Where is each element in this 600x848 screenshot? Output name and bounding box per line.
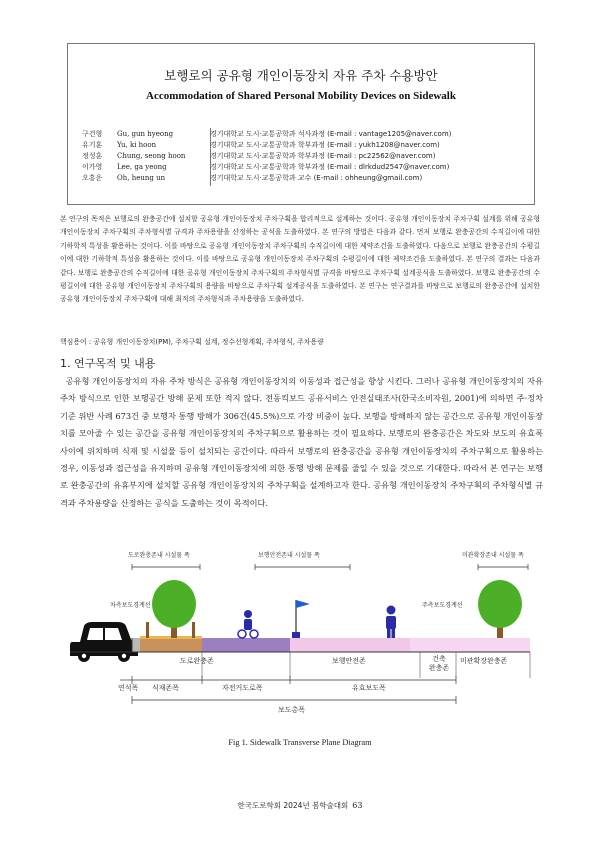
keywords: 핵심용어 : 공유형 개인이동장치(PM), 주차구획 설계, 정수선형계획, 주차형식, 주차용량 <box>60 338 324 346</box>
label-curb-width: 연석폭 <box>118 684 139 692</box>
figure-caption: Fig 1. Sidewalk Transverse Plane Diagram <box>228 738 372 747</box>
author-row <box>82 162 451 173</box>
planting-strip <box>140 638 202 652</box>
tree-icon <box>478 580 522 638</box>
body-paragraph <box>60 373 543 512</box>
label-bike-width: 자전거도로폭 <box>222 684 263 692</box>
label-zone-building-1: 건축 <box>432 655 446 663</box>
body-text: 공유형 개인이동장치의 자유 주차 방식은 공유형 개인이동장치의 이동성과 접근성을 향상 시킨다. 그러나 공유형 개인이동장치의 자유 주차 방식으로 인한 보행공간 방해 문제 또한 적지 않다. 전동킥보드 공유서비스 안전실태조사(한국소비자원, 2001)에 의하면 주·정차 기준 위반 사례 673건 중 보행자 통행 방해가 306건(45.5%)으로 가장 비중이 높다. 보행을 방해하지 않는 공간으로 공유형 개인이동장치를 모아줄 수 있는 공간을 공유형 개인이동장치의 주차구획으로 활용하는 것이 필요하다. 보행로의 완충공간은 차도와 보도의 유효폭 사이에 위치하며 식재 및 시설물 등이 설치되는 공간이다. 따라서 보행로의 완충공간을 공유형 개인이동장치의 주차구획으로 활용하는 경우, 이동성과 접근성을 유지하며 공유형 개인이동장치에 의한 통행 방해 문제를 줄일 수 있을 것으로 기대한다. 따라서 본 연구는 보행로 완충공간의 유휴부지에 설치할 공유형 개인이동장치의 주차구획을 설계하고자 한다. 공유형 개인이동장치 주차구획의 주차형식별 규격과 주차용량을 산정하는 공식을 도출하는 것이 목적이다. <box>60 376 543 508</box>
label-zone-road: 도로완충존 <box>180 657 214 665</box>
label-total-width: 보도총폭 <box>278 706 306 714</box>
author-name-ko: 구건형 <box>82 130 103 138</box>
author-name-en: Lee, ga yeong <box>117 163 167 171</box>
flag-icon <box>292 600 310 638</box>
page-number: 63 <box>352 801 363 810</box>
author-row <box>82 129 451 140</box>
label-effective-width: 유효보도폭 <box>352 684 386 692</box>
car-icon <box>70 622 138 662</box>
author-row <box>82 151 451 162</box>
label-scenic-facility: 미관확장존내 시설물 폭 <box>462 552 524 559</box>
label-zone-building <box>422 655 456 673</box>
author-name-ko: 오흥운 <box>82 174 103 182</box>
label-plant-width: 식재존폭 <box>152 684 180 692</box>
author-affiliation: 경기대학교 도시·교통공학과 교수 (E-mail : ohheung@gmail.com) <box>210 174 423 182</box>
pedestrian-icon <box>386 606 396 639</box>
author-name-ko: 유기훈 <box>82 141 103 149</box>
author-list <box>82 129 451 184</box>
author-name-en: Yu, ki hoon <box>117 141 157 149</box>
abstract: 본 연구의 목적은 보행로의 완충공간에 설치할 공유형 개인이동장치 주차구획을 합리적으로 설계하는 것이다. 공유형 개인이동장치 주차구획 설계를 위해 공유형 개인이동장치 주차구획의 주차형식별 규격과 주차용량을 산정하는 공식을 도출하였다. 본 연구의 방법은 다음과 같다. 먼저 보행로 완충공간의 수직길이에 대한 기하학적 특성을 활용하는 것이다. 이를 바탕으로 공유형 개인이동장치 주차구획의 수직길이에 대한 제약조건을 도출하였다. 다음으로 보행로 완충공간의 수평길이에 대한 기하학적 특성을 활용하는 것이다. 이를 바탕으로 공유형 개인이동장치 주차구획의 수평길이에 대한 제약조건을 도출하였다. 본 연구의 결과는 다음과 같다. 보행로 완충공간의 수직길이에 대한 공유형 개인이동장치 주차구획의 주차형식별 규격을 바탕으로 주차구획 설계공식을 도출하였다. 보행로 완충공간의 수평길이에 대한 공유형 개인이동장치 주차구획의 용량을 바탕으로 주차구획 설계공식을 도출하였다. 본 연구는 연구결과를 바탕으로 보행로의 완충공간에 설치한 공유형 개인이동장치 주차구획에 대해 최적의 주차형식과 주차용량을 도출하였다. <box>60 215 540 304</box>
bollard-icon <box>146 622 149 638</box>
label-ped-boundary: 주측보도경계선 <box>422 602 463 609</box>
author-name-en: Oh, heung un <box>117 174 166 182</box>
title-korean: 보행로의 공유형 개인이동장치 자유 주차 수용방안 <box>164 68 438 83</box>
label-zone-building-2: 완충존 <box>428 664 450 672</box>
author-name-en: Gu, gun hyeong <box>117 130 174 138</box>
author-row <box>82 173 451 184</box>
sidewalk-figure <box>70 542 530 742</box>
author-affiliation: 경기대학교 도시·교통공학과 학부과정 (E-mail : yukh1208@naver.com) <box>210 141 440 149</box>
scenic-lane <box>410 638 530 652</box>
tree-icon <box>152 580 196 638</box>
label-road-facility: 도로완충존내 시설물 폭 <box>128 552 190 559</box>
curb <box>132 638 140 652</box>
author-affiliation: 경기대학교 도시·교통공학과 석사과정 (E-mail : vantage1205@naver.com) <box>210 130 452 138</box>
author-affiliation: 경기대학교 도시·교통공학과 학부과정 (E-mail : pc22562@naver.com) <box>210 152 436 160</box>
label-walk-facility: 보행안전존내 시설물 폭 <box>258 552 320 559</box>
page-footer <box>0 800 600 811</box>
footer-conference: 한국도로학회 2024년 봄학술대회 <box>237 801 349 810</box>
bollard-icon <box>192 622 195 638</box>
author-affiliation: 경기대학교 도시·교통공학과 학부과정 (E-mail : dlrkdud2547@naver.com) <box>210 163 450 171</box>
section-title: 1. 연구목적 및 내용 <box>60 357 156 370</box>
label-zone-scenic: 미관확장완충존 <box>460 657 508 665</box>
author-name-en: Chung, seong hoon <box>117 152 186 160</box>
bike-lane <box>202 638 290 652</box>
paper-header <box>67 43 535 205</box>
author-name-ko: 이가영 <box>82 163 103 171</box>
label-zone-walk: 보행안전존 <box>332 657 366 665</box>
label-road-boundary: 차측보도경계선 <box>110 602 151 609</box>
title-english: Accommodation of Shared Personal Mobility Devices on Sidewalk <box>146 90 456 102</box>
cyclist-icon <box>238 610 258 638</box>
author-name-ko: 정성훈 <box>82 152 103 160</box>
author-row <box>82 140 451 151</box>
top-dimension-lines <box>132 564 528 570</box>
walk-lane <box>290 638 410 652</box>
